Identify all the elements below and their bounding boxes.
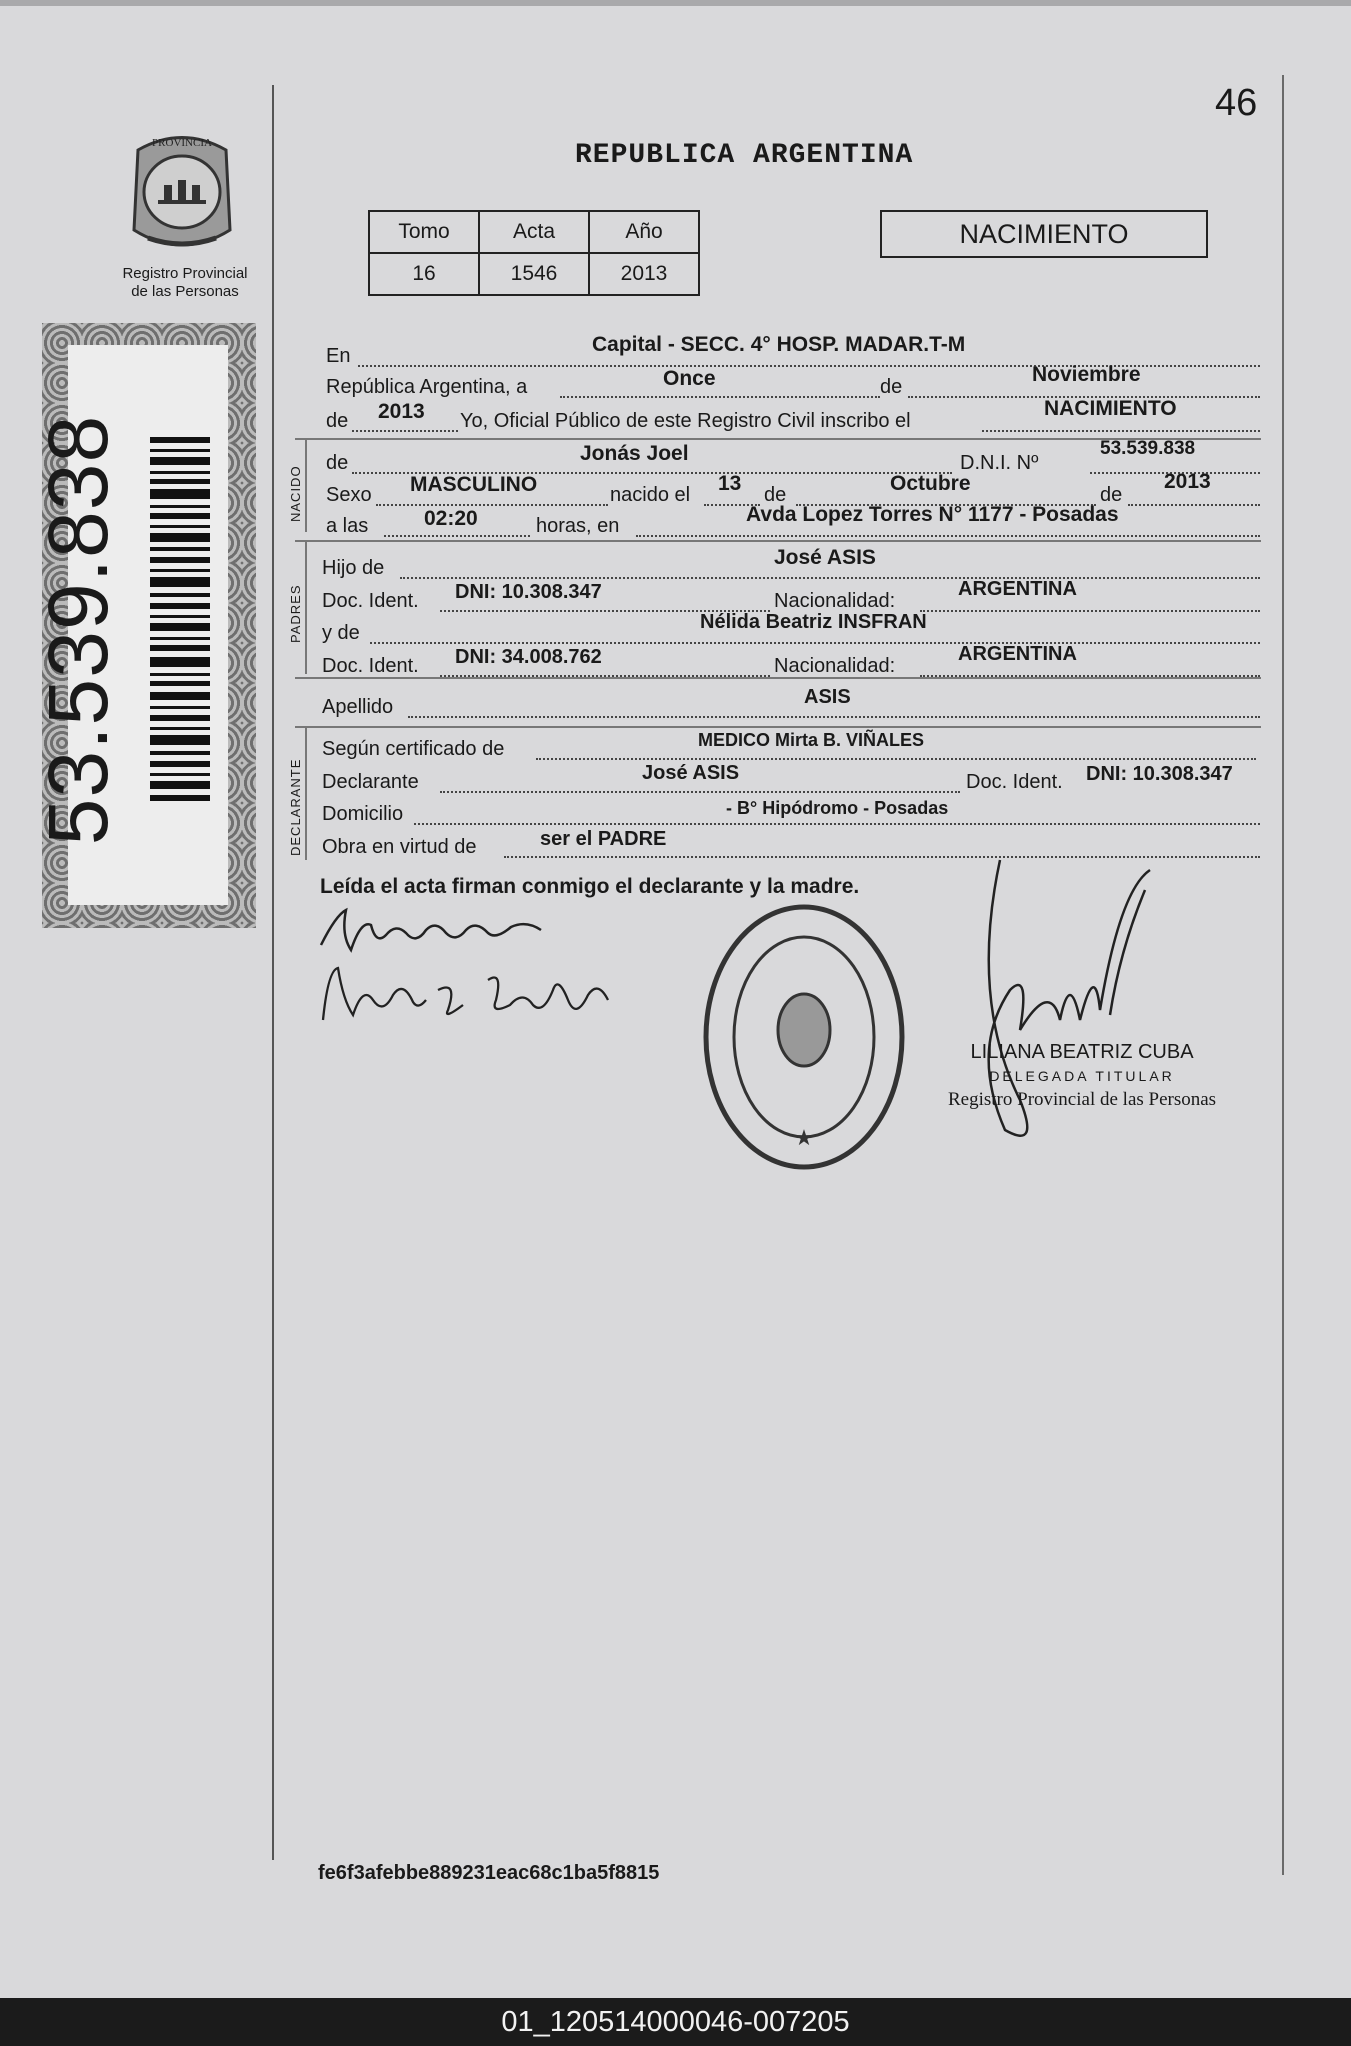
madre-doc-label: Doc. Ident. (322, 655, 419, 677)
nacido-de2-label: de (764, 484, 787, 506)
declarante-doc-label: Doc. Ident. (966, 771, 1063, 793)
madre-nombre: Nélida Beatriz INSFRAN (700, 611, 927, 633)
section-bar (305, 440, 307, 532)
dotted-line (370, 642, 1260, 644)
nacido-dni: 53.539.838 (1100, 438, 1196, 459)
svg-text:PROVINCIA: PROVINCIA (152, 137, 212, 149)
obra-value: ser el PADRE (540, 828, 667, 850)
section-divider (295, 540, 1261, 542)
madre-nac-label: Nacionalidad: (774, 655, 896, 677)
declarante-section-label: DECLARANTE (288, 758, 303, 856)
nacido-de3-label: de (1100, 484, 1123, 506)
acta-header: Acta (479, 211, 589, 253)
dotted-line (982, 430, 1260, 432)
nacido-nombre: Jonás Joel (580, 442, 689, 465)
sexo-value: MASCULINO (410, 473, 538, 496)
de-label: de (880, 376, 903, 398)
crest-caption-line2: de las Personas (131, 283, 239, 300)
obra-label: Obra en virtud de (322, 836, 477, 858)
dotted-line (1128, 504, 1260, 506)
dotted-line (408, 716, 1260, 718)
de2-label: de (326, 410, 349, 432)
padre-nac: ARGENTINA (958, 578, 1077, 600)
madre-doc: DNI: 34.008.762 (455, 646, 602, 668)
tomo-value: 16 (369, 253, 479, 295)
section-divider (295, 677, 1261, 679)
dotted-line (352, 430, 458, 432)
official-role: DELEGADA TITULAR (989, 1068, 1175, 1084)
barcode-number: 53.539.838 (31, 414, 125, 846)
padres-section-label: PADRES (288, 584, 303, 643)
dotted-line (376, 504, 608, 506)
inscribo-value: NACIMIENTO (1044, 397, 1177, 420)
padre-doc-label: Doc. Ident. (322, 590, 419, 612)
section-bar (305, 542, 307, 674)
acta-value: 1546 (479, 253, 589, 295)
registry-stamp-icon (700, 900, 908, 1175)
closing-text: Leída el acta firman conmigo el declarante y la madre. (320, 875, 860, 898)
en-value: Capital - SECC. 4° HOSP. MADAR.T-M (592, 333, 966, 356)
file-footer: 01_120514000046-007205 (501, 2006, 850, 2038)
dotted-line (920, 610, 1260, 612)
section-bar (305, 728, 307, 860)
certificado-value: MEDICO Mirta B. VIÑALES (698, 730, 925, 750)
official-block (948, 1040, 1216, 1112)
tomo-header: Tomo (369, 211, 479, 253)
section-divider (295, 726, 1261, 728)
dotted-line (440, 791, 960, 793)
dotted-line (636, 535, 1260, 537)
declarante-value: José ASIS (642, 762, 740, 784)
dotted-line (414, 823, 1260, 825)
en-label: En (326, 345, 351, 367)
hijo-label: Hijo de (322, 557, 385, 579)
certificado-label: Según certificado de (322, 738, 505, 760)
madre-signature-icon (318, 960, 618, 1035)
misiones-crest-icon (118, 130, 246, 260)
official-office: Registro Provincial de las Personas (948, 1089, 1217, 1110)
apellido-label: Apellido (322, 696, 394, 718)
horas-label: horas, en (536, 515, 620, 537)
scan-edge (0, 0, 1351, 6)
nacido-anio: 2013 (1164, 470, 1211, 493)
domicilio-value: - B° Hipódromo - Posadas (726, 798, 949, 818)
record-type-box: NACIMIENTO (880, 210, 1208, 258)
dotted-line (384, 535, 530, 537)
madre-nac: ARGENTINA (958, 643, 1077, 665)
page-number: 46 (1215, 82, 1258, 124)
barcode-icon (150, 437, 210, 802)
nacido-lugar: Avda Lopez Torres N° 1177 - Posadas (746, 503, 1119, 526)
padre-doc: DNI: 10.308.347 (455, 581, 602, 603)
yde-label: y de (322, 622, 360, 644)
document-hash: fe6f3afebbe889231eac68c1ba5f8815 (318, 1862, 660, 1884)
nacido-mes: Octubre (890, 472, 971, 495)
official-name: LILIANA BEATRIZ CUBA (970, 1041, 1194, 1063)
declarante-doc: DNI: 10.308.347 (1086, 763, 1233, 785)
alas-label: a las (326, 515, 369, 537)
sexo-label: Sexo (326, 484, 372, 506)
svg-text:★: ★ (794, 1125, 814, 1150)
anio-header: Año (589, 211, 699, 253)
nacido-de-label: de (326, 452, 349, 474)
declarante-signature-icon (316, 905, 556, 955)
dotted-line (400, 577, 1260, 579)
mes-value: Noviembre (1032, 363, 1141, 386)
dni-label: D.N.I. Nº (960, 452, 1039, 474)
anio-text: 2013 (378, 400, 425, 423)
padre-nac-label: Nacionalidad: (774, 590, 896, 612)
nacido-section-label: NACIDO (288, 465, 303, 522)
register-table (368, 210, 700, 296)
inscribo-label: Yo, Oficial Público de este Registro Civil inscribo el (460, 410, 911, 432)
left-margin-line (272, 85, 274, 1860)
document-title: REPUBLICA ARGENTINA (575, 140, 914, 171)
dotted-line (560, 396, 880, 398)
apellido-value: ASIS (804, 686, 851, 708)
nacido-dia: 13 (718, 472, 742, 495)
dotted-line (536, 758, 1256, 760)
anio-value: 2013 (589, 253, 699, 295)
republica-label: República Argentina, a (326, 376, 528, 398)
right-margin-line (1282, 75, 1284, 1875)
domicilio-label: Domicilio (322, 803, 404, 825)
nacido-hora: 02:20 (424, 507, 478, 530)
declarante-label: Declarante (322, 771, 419, 793)
nacido-el-label: nacido el (610, 484, 691, 506)
padre-nombre: José ASIS (774, 546, 876, 569)
crest-caption (95, 265, 275, 301)
official-signature-icon (960, 850, 1160, 1160)
dia-value: Once (663, 367, 716, 390)
crest-caption-line1: Registro Provincial (122, 265, 248, 282)
